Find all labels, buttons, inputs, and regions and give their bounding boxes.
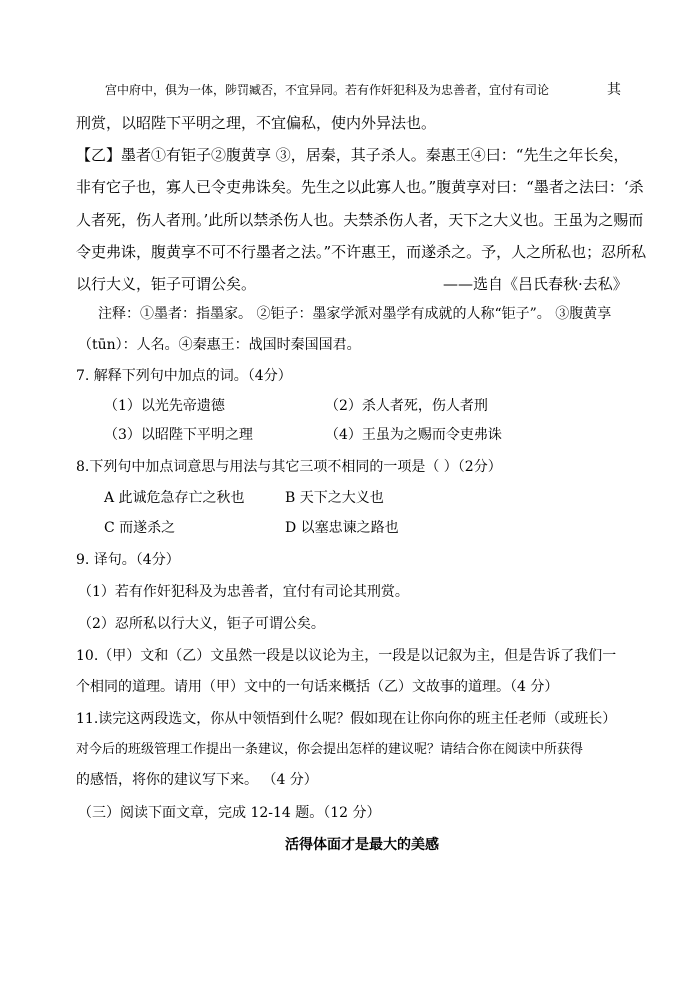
- question-11-line: 的感悟，将你的建议写下来。 （4 分）: [76, 772, 318, 788]
- question-7-item: （2）杀人者死，伤人者刑: [325, 398, 488, 414]
- question-7-item: （1）以光先帝遗德: [104, 398, 225, 414]
- question-8-option-a: A 此诚危急存亡之秋也: [104, 490, 245, 506]
- passage-b-line: 非有它子也，寡人已令吏弗诛矣。先生之以此寡人也。”腹黄享对曰：“墨者之法曰：‘杀: [76, 178, 644, 196]
- question-9-stem: 9. 译句。（4分）: [76, 552, 180, 568]
- question-8-option-d: D 以塞忠谏之路也: [285, 520, 399, 536]
- passage-a-line: 宫中府中，俱为一体，陟罚臧否，不宜异同。若有作奸犯科及为忠善者，宜付有司论: [105, 83, 550, 97]
- notes-line: （tūn）：人名。④秦惠王：战国时秦国国君。: [78, 337, 361, 353]
- question-10-line: 个相同的道理。请用（甲）文中的一句话来概括（乙）文故事的道理。（4 分）: [76, 679, 559, 695]
- question-8-option-b: B 天下之大义也: [285, 490, 384, 506]
- question-7-item: （3）以昭陛下平明之理: [104, 427, 253, 443]
- passage-b-line: 令吏弗诛，腹黄享不可不行墨者之法。”不许惠王，而遂杀之。予，人之所私也；忍所私: [76, 243, 647, 261]
- passage-b-line: 【乙】墨者①有钜子②腹黄享 ③，居秦，其子杀人。秦惠王④曰：“先生之年长矣，: [76, 146, 629, 164]
- question-10-line: 10.（甲）文和（乙）文虽然一段是以议论为主，一段是以记叙为主，但是告诉了我们一: [76, 648, 617, 664]
- article-title: 活得体面才是最大的美感: [285, 837, 439, 853]
- passage-a-line-end: 其: [607, 82, 621, 98]
- notes-line: 注释：①墨者：指墨家。 ②钜子：墨家学派对墨学有成就的人称“钜子”。 ③腹黄享: [98, 306, 612, 322]
- passage-b-line: 以行大义，钜子可谓公矣。: [76, 275, 257, 293]
- passage-source: ——选自《吕氏春秋·去私》: [443, 275, 628, 293]
- passage-a-line: 刑赏，以昭陛下平明之理，不宜偏私，使内外异法也。: [76, 114, 437, 132]
- question-9-item: （2）忍所私以行大义，钜子可谓公矣。: [78, 616, 325, 632]
- question-11-line: 11.读完这两段选文，你从中领悟到什么呢？假如现在让你向你的班主任老师（或班长）: [76, 711, 617, 727]
- question-7-item: （4）王虽为之赐而令吏弗诛: [325, 427, 502, 443]
- question-7-stem: 7. 解释下列句中加点的词。（4分）: [76, 368, 292, 384]
- question-11-line: 对今后的班级管理工作提出一条建议，你会提出怎样的建议呢？请结合你在阅读中所获得: [76, 742, 584, 757]
- question-8-stem: 8.下列句中加点词意思与用法与其它三项不相同的一项是（ ）（2分）: [76, 459, 502, 475]
- question-8-option-c: C 而遂杀之: [104, 520, 176, 536]
- passage-b-line: 人者死，伤人者刑。’此所以禁杀伤人也。夫禁杀伤人者，天下之大义也。王虽为之赐而: [76, 211, 644, 229]
- question-9-item: （1）若有作奸犯科及为忠善者，宜付有司论其刑赏。: [78, 584, 409, 600]
- section-3-heading: （三）阅读下面文章，完成 12-14 题。（12 分）: [78, 805, 381, 821]
